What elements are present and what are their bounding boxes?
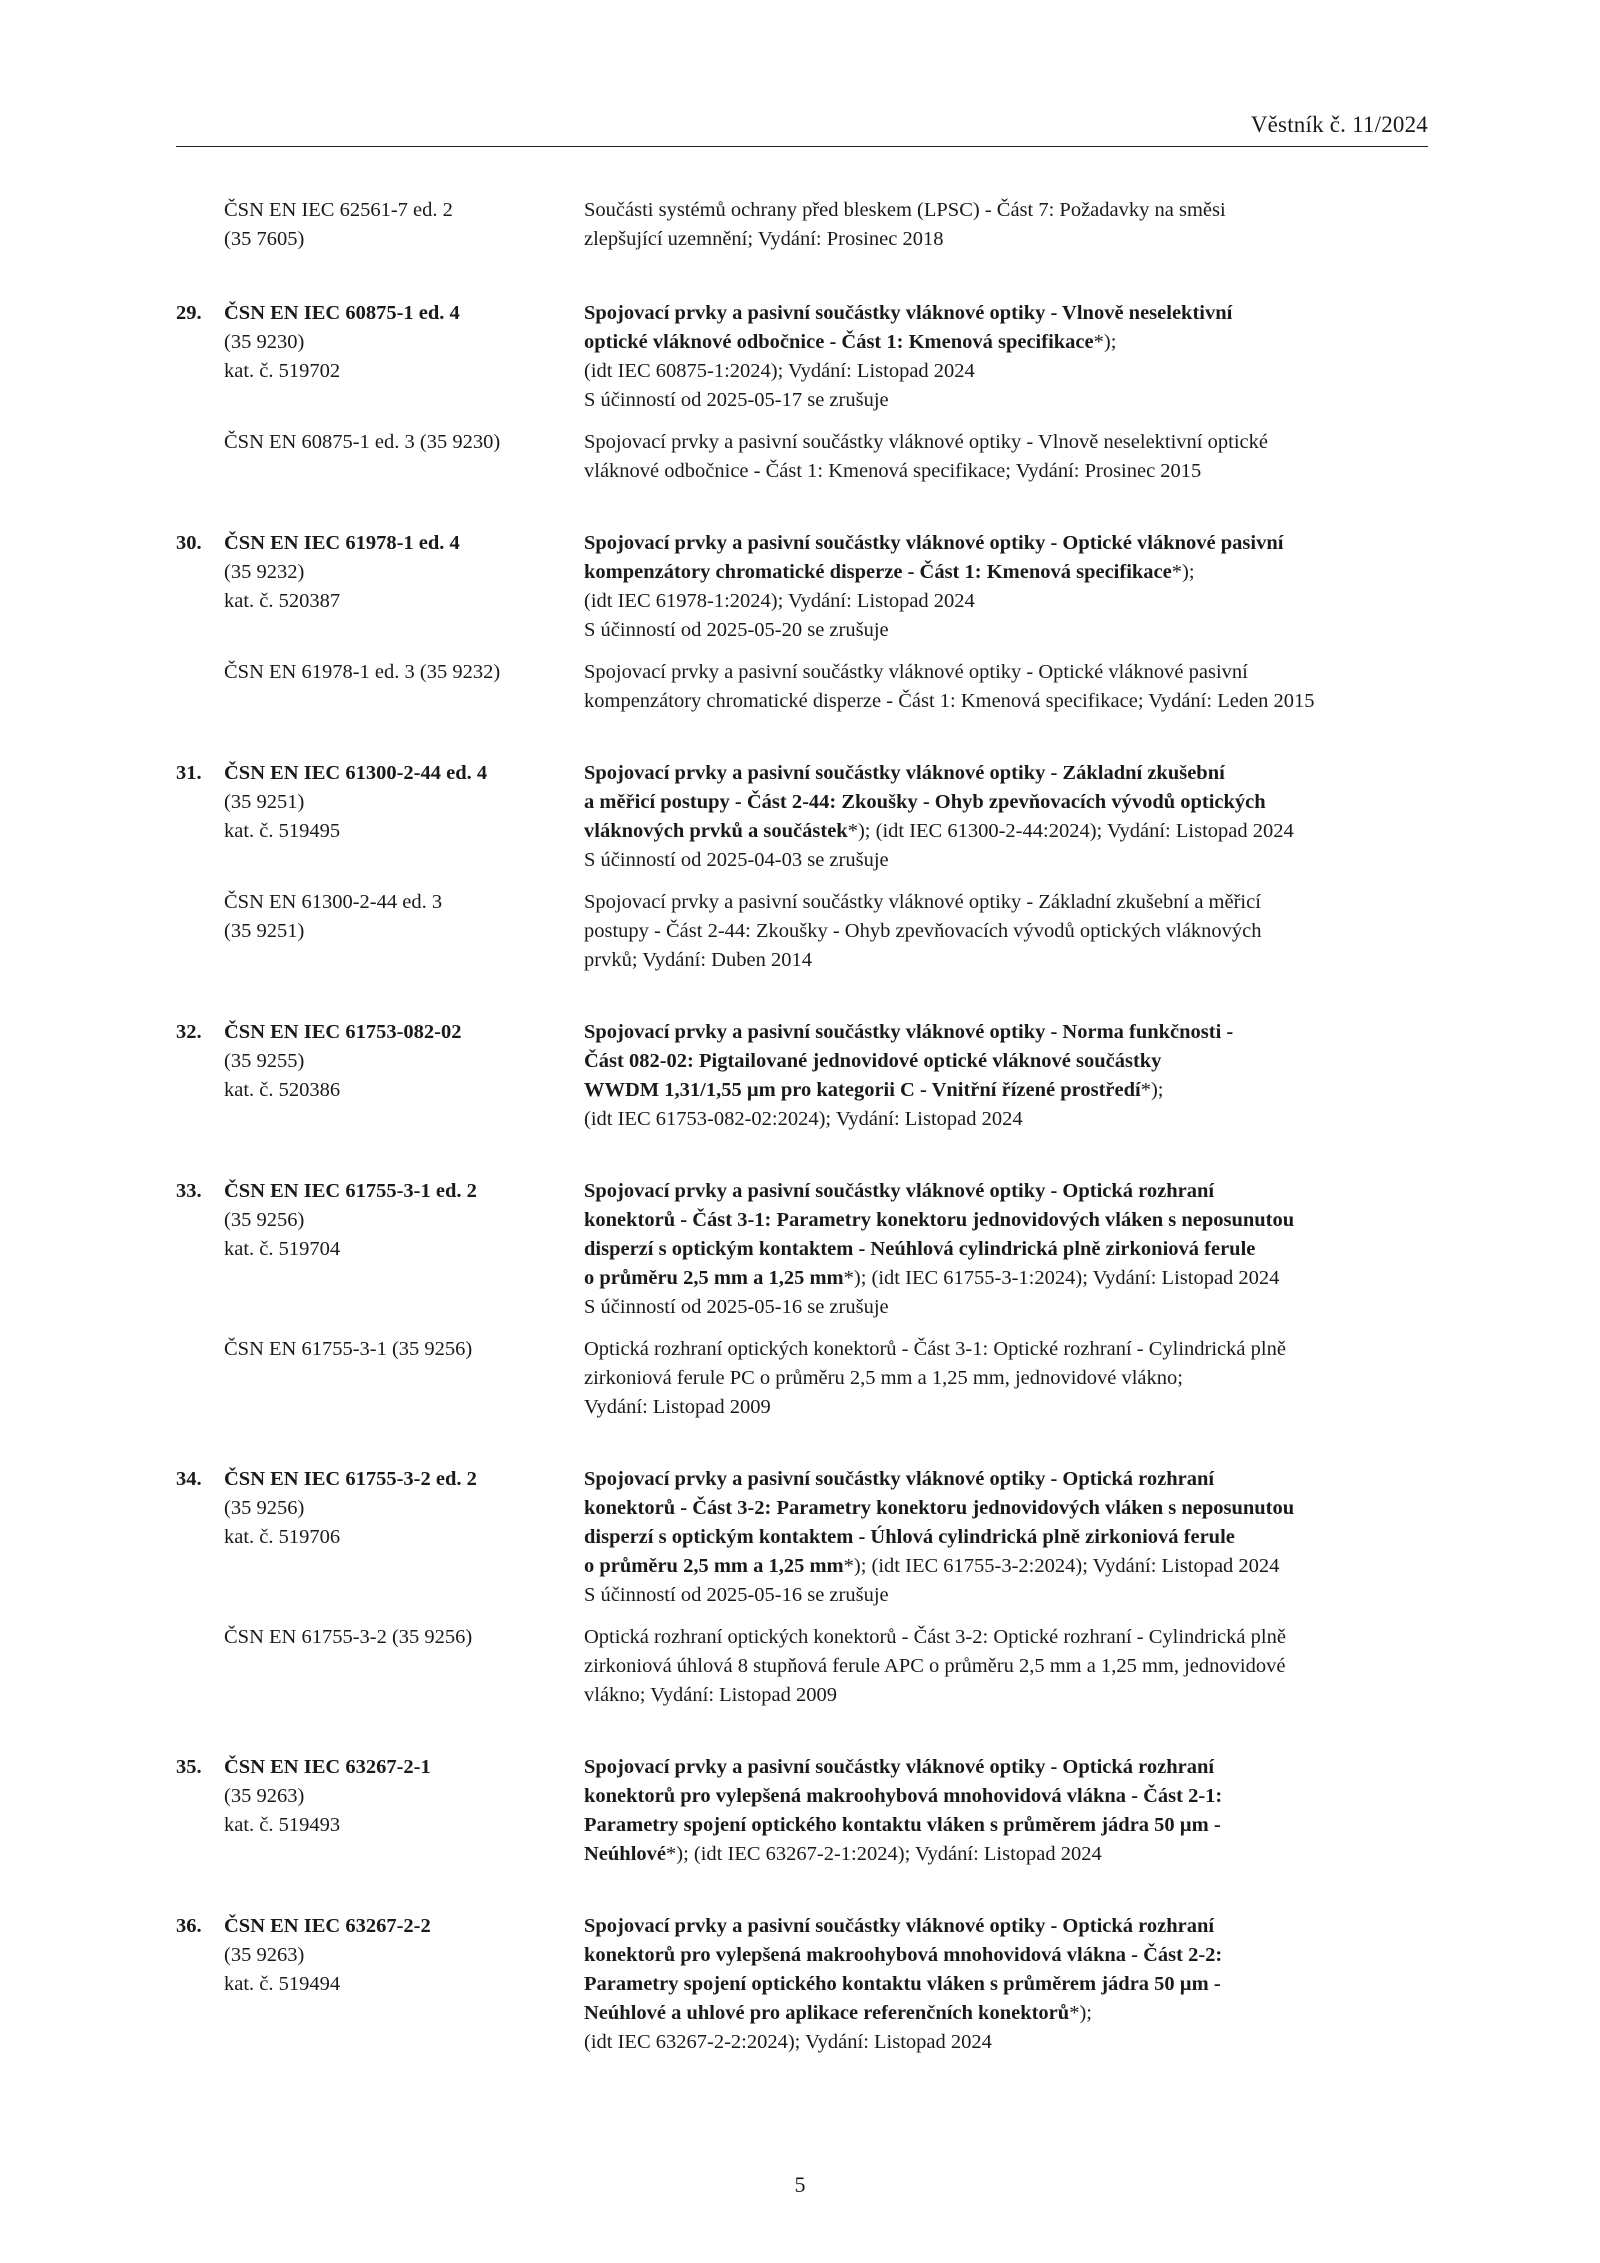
standard-entry — [176, 299, 1436, 486]
entry-catalog-number: kat. č. 519702 — [224, 360, 341, 382]
entry-title-line: konektorů pro vylepšená makroohybová mnohovidová vlákna - Část 2-2: — [584, 1944, 1223, 1966]
replaced-line: Spojovací prvky a pasivní součástky vláknové optiky - Optické vláknové pasivní — [584, 661, 1248, 683]
entry-identifiers — [176, 1018, 584, 1134]
replaced-line: postupy - Část 2-44: Zkoušky - Ohyb zpevňovacích vývodů optických vláknových — [584, 920, 1262, 942]
entry-number: 33. — [176, 1180, 202, 1202]
entry-title-line: o průměru 2,5 mm a 1,25 mm — [584, 1555, 844, 1577]
entry-code: ČSN EN IEC 63267-2-2 — [224, 1915, 431, 1937]
entry-code: ČSN EN IEC 60875-1 ed. 4 — [224, 302, 460, 324]
entry-catalog-number: kat. č. 520386 — [224, 1079, 341, 1101]
entry-number: 34. — [176, 1468, 202, 1490]
entry-title-line: a měřicí postupy - Část 2-44: Zkoušky - Ohyb zpevňovacích vývodů optických — [584, 791, 1266, 813]
replaced-line: Vydání: Listopad 2009 — [584, 1396, 771, 1418]
entry-description — [584, 1912, 1434, 2057]
entry-main-row — [176, 759, 1436, 875]
entry-class: (35 9230) — [224, 331, 305, 353]
page-header — [176, 112, 1428, 147]
replaced-line: prvků; Vydání: Duben 2014 — [584, 949, 812, 971]
entry-title-line: optické vláknové odbočnice - Část 1: Kmenová specifikace — [584, 331, 1094, 353]
entry-heading — [176, 1465, 584, 1494]
entry-number: 31. — [176, 762, 202, 784]
entry-heading — [176, 1018, 584, 1047]
replaced-description — [584, 658, 1434, 716]
entry-description — [584, 1465, 1434, 1610]
entry-code: ČSN EN IEC 63267-2-1 — [224, 1756, 431, 1778]
entry-title-suffix: *); (idt IEC 61755-3-2:2024); Vydání: Listopad 2024 — [843, 1555, 1280, 1577]
replaced-line: Optická rozhraní optických konektorů - Část 3-2: Optické rozhraní - Cylindrická plně — [584, 1626, 1286, 1648]
entry-catalog-number: kat. č. 520387 — [224, 590, 341, 612]
entry-class: (35 9232) — [224, 561, 305, 583]
entry-title-line: Parametry spojení optického kontaktu vláken s průměrem jádra 50 µm - — [584, 1973, 1221, 1995]
entry-catalog-number: kat. č. 519494 — [224, 1973, 341, 1995]
entry-title-line: Neúhlové — [584, 1843, 666, 1865]
entry-identifiers — [176, 529, 584, 645]
entry-title-suffix: *); — [1093, 331, 1117, 353]
standard-entry — [176, 1177, 1436, 1422]
entry-title-line: Spojovací prvky a pasivní součástky vláknové optiky - Vlnově neselektivní — [584, 302, 1233, 324]
lead-entry — [176, 196, 1436, 254]
entry-info-line: S účinností od 2025-04-03 se zrušuje — [584, 849, 889, 871]
replaced-description — [584, 1335, 1434, 1422]
entry-main-row — [176, 1912, 1436, 2057]
entry-title-line: Neúhlové a uhlové pro aplikace referenčních konektorů — [584, 2002, 1070, 2024]
entry-title-line: konektorů - Část 3-2: Parametry konektoru jednovidových vláken s neposunutou — [584, 1497, 1295, 1519]
entry-title-line: Spojovací prvky a pasivní součástky vláknové optiky - Norma funkčnosti - — [584, 1021, 1234, 1043]
entry-number: 35. — [176, 1756, 202, 1778]
standards-list — [176, 196, 1436, 2100]
lead-description — [584, 196, 1434, 254]
lead-code: ČSN EN IEC 62561-7 ed. 2 — [224, 199, 453, 221]
entry-number: 29. — [176, 302, 202, 324]
entry-identifiers — [176, 299, 584, 415]
entry-title-line: o průměru 2,5 mm a 1,25 mm — [584, 1267, 844, 1289]
standard-entry — [176, 1465, 1436, 1710]
entry-description — [584, 759, 1434, 875]
entry-title-suffix: *); (idt IEC 61755-3-1:2024); Vydání: Listopad 2024 — [843, 1267, 1280, 1289]
entry-info-line: (idt IEC 63267-2-2:2024); Vydání: Listopad 2024 — [584, 2031, 992, 2053]
entry-catalog-number: kat. č. 519706 — [224, 1526, 341, 1548]
entry-heading — [176, 529, 584, 558]
standard-entry — [176, 1912, 1436, 2057]
replaced-class: (35 9251) — [224, 920, 305, 942]
entry-description — [584, 1177, 1434, 1322]
entry-title-line: WWDM 1,31/1,55 µm pro kategorii C - Vnitřní řízené prostředí — [584, 1079, 1141, 1101]
entry-heading — [176, 1753, 584, 1782]
replaced-description — [584, 1623, 1434, 1710]
entry-description — [584, 1018, 1434, 1134]
lead-identifiers — [176, 196, 584, 254]
entry-description — [584, 1753, 1434, 1869]
entry-replaced-row — [176, 1623, 1436, 1710]
entry-identifiers — [176, 1177, 584, 1322]
replaced-code: ČSN EN 60875-1 ed. 3 (35 9230) — [224, 431, 501, 453]
entry-class: (35 9263) — [224, 1785, 305, 1807]
standard-entry — [176, 759, 1436, 975]
entry-title-suffix: *); (idt IEC 63267-2-1:2024); Vydání: Listopad 2024 — [666, 1843, 1102, 1865]
entry-info-line: S účinností od 2025-05-16 se zrušuje — [584, 1584, 889, 1606]
bulletin-title: Věstník č. 11/2024 — [1250, 112, 1428, 137]
entry-title-suffix: *); — [1140, 1079, 1164, 1101]
entry-title-suffix: *); — [1069, 2002, 1092, 2024]
entry-code: ČSN EN IEC 61753-082-02 — [224, 1021, 462, 1043]
entry-replaced-row — [176, 1335, 1436, 1422]
entry-title-line: Spojovací prvky a pasivní součástky vláknové optiky - Základní zkušební — [584, 762, 1225, 784]
entry-title-line: konektorů - Část 3-1: Parametry konektoru jednovidových vláken s neposunutou — [584, 1209, 1295, 1231]
entry-title-line: Část 082-02: Pigtailované jednovidové optické vláknové součástky — [584, 1050, 1162, 1072]
replaced-identifiers — [176, 1623, 584, 1710]
entry-title-suffix: *); — [1171, 561, 1195, 583]
replaced-line: Optická rozhraní optických konektorů - Část 3-1: Optické rozhraní - Cylindrická plně — [584, 1338, 1286, 1360]
entry-code: ČSN EN IEC 61755-3-1 ed. 2 — [224, 1180, 477, 1202]
entry-class: (35 9256) — [224, 1497, 305, 1519]
standard-entry — [176, 529, 1436, 716]
entry-info-line: (idt IEC 61753-082-02:2024); Vydání: Listopad 2024 — [584, 1108, 1023, 1130]
entry-number: 30. — [176, 532, 202, 554]
entry-catalog-number: kat. č. 519495 — [224, 820, 341, 842]
entry-title-line: Spojovací prvky a pasivní součástky vláknové optiky - Optická rozhraní — [584, 1756, 1215, 1778]
entry-description — [584, 299, 1434, 415]
entry-catalog-number: kat. č. 519704 — [224, 1238, 341, 1260]
lead-line: zlepšující uzemnění; Vydání: Prosinec 2018 — [584, 228, 944, 250]
replaced-description — [584, 888, 1434, 975]
entry-title-line: Spojovací prvky a pasivní součástky vláknové optiky - Optická rozhraní — [584, 1915, 1215, 1937]
entry-main-row — [176, 1753, 1436, 1869]
entry-title-line: Spojovací prvky a pasivní součástky vláknové optiky - Optická rozhraní — [584, 1180, 1215, 1202]
entry-identifiers — [176, 1912, 584, 2057]
entry-title-line: kompenzátory chromatické disperze - Část 1: Kmenová specifikace — [584, 561, 1172, 583]
entry-title-line: vláknových prvků a součástek — [584, 820, 848, 842]
replaced-line: vláknové odbočnice - Část 1: Kmenová specifikace; Vydání: Prosinec 2015 — [584, 460, 1202, 482]
entry-identifiers — [176, 1465, 584, 1610]
lead-row — [176, 196, 1436, 254]
replaced-identifiers — [176, 1335, 584, 1422]
entry-code: ČSN EN IEC 61300-2-44 ed. 4 — [224, 762, 488, 784]
replaced-code: ČSN EN 61755-3-1 (35 9256) — [224, 1338, 473, 1360]
entry-class: (35 9256) — [224, 1209, 305, 1231]
entry-main-row — [176, 1177, 1436, 1322]
entry-heading — [176, 1177, 584, 1206]
replaced-line: Spojovací prvky a pasivní součástky vláknové optiky - Vlnově neselektivní optické — [584, 431, 1268, 453]
entry-number: 36. — [176, 1915, 202, 1937]
replaced-line: zirkoniová úhlová 8 stupňová ferule APC o průměru 2,5 mm a 1,25 mm, jednovidové — [584, 1655, 1286, 1677]
replaced-line: vlákno; Vydání: Listopad 2009 — [584, 1684, 838, 1706]
entry-main-row — [176, 1465, 1436, 1610]
standard-entry — [176, 1018, 1436, 1134]
entry-title-line: Spojovací prvky a pasivní součástky vláknové optiky - Optické vláknové pasivní — [584, 532, 1284, 554]
entry-catalog-number: kat. č. 519493 — [224, 1814, 341, 1836]
entry-identifiers — [176, 759, 584, 875]
entry-main-row — [176, 1018, 1436, 1134]
entry-code: ČSN EN IEC 61978-1 ed. 4 — [224, 532, 460, 554]
entry-title-line: disperzí s optickým kontaktem - Úhlová cylindrická plně zirkoniová ferule — [584, 1526, 1235, 1548]
entry-heading — [176, 299, 584, 328]
entry-title-line: Spojovací prvky a pasivní součástky vláknové optiky - Optická rozhraní — [584, 1468, 1215, 1490]
entry-title-line: konektorů pro vylepšená makroohybová mnohovidová vlákna - Část 2-1: — [584, 1785, 1223, 1807]
replaced-description — [584, 428, 1434, 486]
entry-info-line: S účinností od 2025-05-20 se zrušuje — [584, 619, 889, 641]
replaced-code: ČSN EN 61978-1 ed. 3 (35 9232) — [224, 661, 501, 683]
entry-info-line: S účinností od 2025-05-16 se zrušuje — [584, 1296, 889, 1318]
entry-description — [584, 529, 1434, 645]
replaced-line: kompenzátory chromatické disperze - Část 1: Kmenová specifikace; Vydání: Leden 2015 — [584, 690, 1315, 712]
replaced-code: ČSN EN 61755-3-2 (35 9256) — [224, 1626, 473, 1648]
entry-main-row — [176, 529, 1436, 645]
entry-replaced-row — [176, 888, 1436, 975]
page-number: 5 — [794, 2172, 806, 2197]
entry-main-row — [176, 299, 1436, 415]
entry-heading — [176, 1912, 584, 1941]
entry-replaced-row — [176, 658, 1436, 716]
replaced-identifiers — [176, 888, 584, 975]
lead-line: Součásti systémů ochrany před bleskem (LPSC) - Část 7: Požadavky na směsi — [584, 199, 1226, 221]
entry-heading — [176, 759, 584, 788]
entry-title-line: disperzí s optickým kontaktem - Neúhlová cylindrická plně zirkoniová ferule — [584, 1238, 1256, 1260]
entry-class: (35 9255) — [224, 1050, 305, 1072]
standard-entry — [176, 1753, 1436, 1869]
entry-number: 32. — [176, 1021, 202, 1043]
entry-identifiers — [176, 1753, 584, 1869]
entry-info-line: (idt IEC 61978-1:2024); Vydání: Listopad 2024 — [584, 590, 975, 612]
entry-code: ČSN EN IEC 61755-3-2 ed. 2 — [224, 1468, 477, 1490]
replaced-line: Spojovací prvky a pasivní součástky vláknové optiky - Základní zkušební a měřicí — [584, 891, 1261, 913]
entry-title-line: Parametry spojení optického kontaktu vláken s průměrem jádra 50 µm - — [584, 1814, 1221, 1836]
replaced-identifiers — [176, 428, 584, 486]
entry-class: (35 9263) — [224, 1944, 305, 1966]
entry-info-line: (idt IEC 60875-1:2024); Vydání: Listopad 2024 — [584, 360, 975, 382]
replaced-code: ČSN EN 61300-2-44 ed. 3 — [224, 891, 443, 913]
entry-title-suffix: *); (idt IEC 61300-2-44:2024); Vydání: Listopad 2024 — [847, 820, 1294, 842]
replaced-line: zirkoniová ferule PC o průměru 2,5 mm a 1,25 mm, jednovidové vlákno; — [584, 1367, 1183, 1389]
replaced-identifiers — [176, 658, 584, 716]
entry-replaced-row — [176, 428, 1436, 486]
lead-class: (35 7605) — [224, 228, 305, 250]
entry-class: (35 9251) — [224, 791, 305, 813]
entry-info-line: S účinností od 2025-05-17 se zrušuje — [584, 389, 889, 411]
